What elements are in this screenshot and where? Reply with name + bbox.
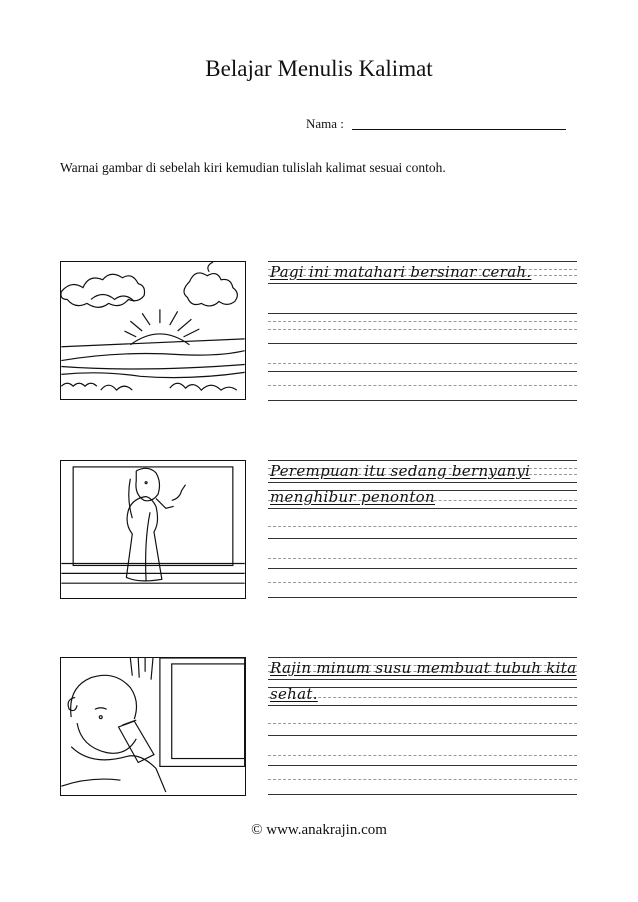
- writing-lines-2[interactable]: [268, 460, 577, 600]
- example-sentence-1: Pagi ini matahari bersinar cerah.: [270, 263, 532, 281]
- copyright-footer: © www.anakrajin.com: [251, 822, 387, 838]
- page-title: Belajar Menulis Kalimat: [205, 56, 433, 81]
- instruction-text: Warnai gambar di sebelah kiri kemudian tulislah kalimat sesuai contoh.: [60, 160, 446, 175]
- name-label: Nama :: [306, 116, 344, 131]
- sunrise-landscape-picture: [60, 261, 246, 400]
- writing-lines-1[interactable]: [268, 261, 577, 401]
- writing-lines-3[interactable]: [268, 657, 577, 797]
- example-sentence-3b: sehat.: [270, 685, 318, 703]
- name-write-line[interactable]: [352, 129, 566, 130]
- example-sentence-3a: Rajin minum susu membuat tubuh kita: [270, 659, 577, 677]
- example-sentence-2b: menghibur penonton: [270, 488, 435, 506]
- example-sentence-2a: Perempuan itu sedang bernyanyi: [270, 462, 531, 480]
- girl-singing-picture: [60, 460, 246, 599]
- child-drinking-milk-picture: [60, 657, 246, 796]
